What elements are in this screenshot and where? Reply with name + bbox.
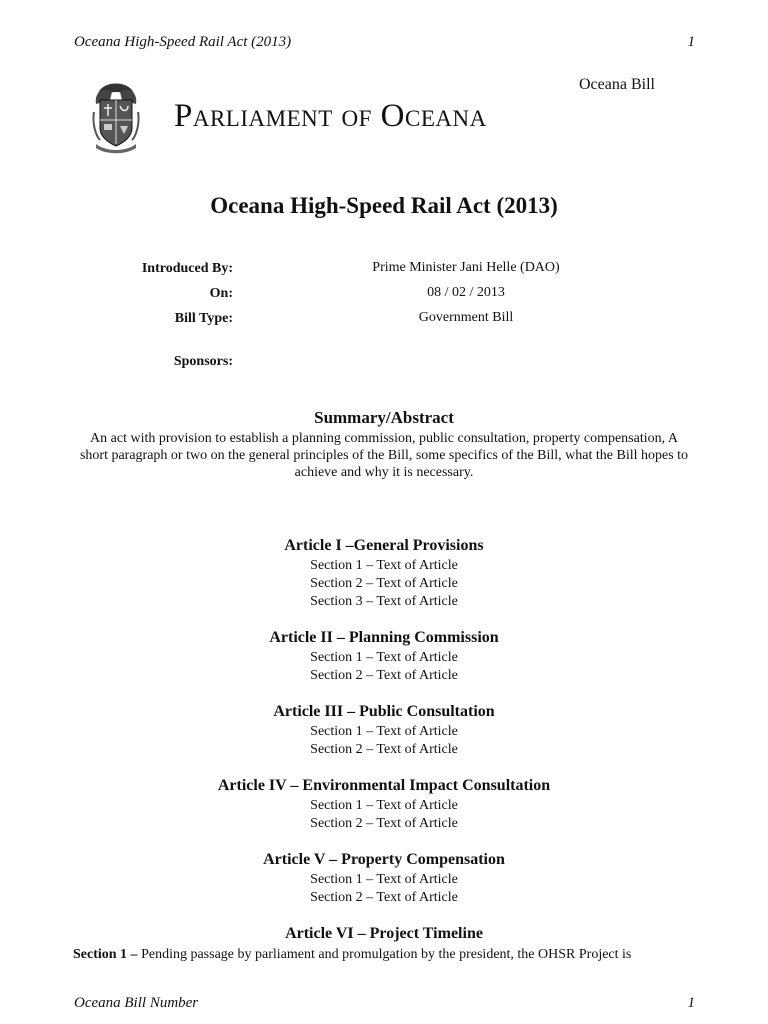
article-heading: Article VI – Project Timeline — [285, 925, 483, 942]
article-section: Section 1 – Text of Article — [310, 558, 458, 573]
running-footer-page-number: 1 — [687, 995, 695, 1011]
article-section: Section 1 – Text of Article — [310, 798, 458, 813]
article-section: Section 1 – Text of Article — [310, 724, 458, 739]
article-section: Section 3 – Text of Article — [310, 594, 458, 609]
bill-type-value: Government Bill — [418, 310, 514, 325]
summary-heading: Summary/Abstract — [314, 408, 454, 427]
date-value: 08 / 02 / 2013 — [427, 285, 505, 300]
running-footer-bill-number: Oceana Bill Number — [74, 995, 199, 1011]
article-section: Section 2 – Text of Article — [310, 576, 458, 591]
article-heading: Article I –General Provisions — [284, 537, 484, 554]
article-heading: Article II – Planning Commission — [269, 629, 499, 646]
introduced-by-label: Introduced By: — [141, 261, 233, 276]
article-section: Section 1 – Text of Article — [310, 650, 458, 665]
article-section: Section 2 – Text of Article — [310, 742, 458, 757]
article-section: Section 1 – Text of Article — [310, 872, 458, 887]
date-label: On: — [209, 286, 233, 301]
running-header-page-number: 1 — [687, 34, 695, 50]
article-vi-section-1 — [73, 947, 631, 963]
introduced-by-value: Prime Minister Jani Helle (DAO) — [372, 260, 560, 275]
section-label: Section 1 – — [73, 947, 138, 962]
article-section: Section 2 – Text of Article — [310, 816, 458, 831]
section-text: Pending passage by parliament and promulgation by the president, the OHSR Project is — [137, 947, 632, 962]
article-heading: Article IV – Environmental Impact Consultation — [217, 777, 551, 794]
sponsors-label: Sponsors: — [173, 354, 233, 369]
act-title: Oceana High-Speed Rail Act (2013) — [210, 193, 558, 218]
summary-text: An act with provision to establish a planning commission, public consultation, property compensation, A short paragraph or two on the general principles of the Bill, some specifics of the Bill, what the Bill hopes to achieve and why it is necessary. — [79, 431, 689, 480]
article-heading: Article V – Property Compensation — [263, 851, 505, 868]
article-section: Section 2 – Text of Article — [310, 890, 458, 905]
article-section: Section 2 – Text of Article — [310, 668, 458, 683]
bill-type-label: Bill Type: — [174, 311, 233, 326]
running-header-title: Oceana High-Speed Rail Act (2013) — [74, 34, 292, 50]
bill-label: Oceana Bill — [579, 76, 655, 93]
article-heading: Article III – Public Consultation — [273, 703, 495, 720]
coat-of-arms-icon — [92, 78, 140, 156]
parliament-title: Parliament of Oceana — [174, 98, 487, 134]
